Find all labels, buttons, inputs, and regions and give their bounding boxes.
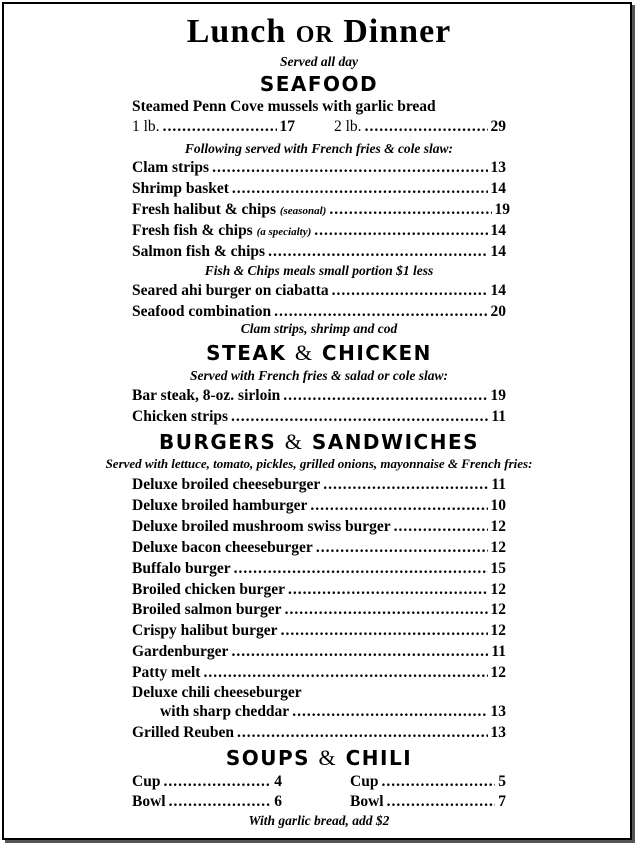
item-price: 14	[490, 282, 506, 299]
menu-item	[132, 158, 506, 178]
mussels-2lb-row	[334, 117, 506, 137]
heading-word: CHILI	[345, 746, 413, 770]
leader-dots	[329, 200, 491, 220]
menu-item	[132, 179, 506, 199]
heading-word: CHICKEN	[321, 341, 432, 365]
mussels-2lb-label: 2 lb.	[334, 118, 362, 135]
item-name: Clam strips	[132, 159, 210, 176]
combo-note: Clam strips, shrimp and cod	[240, 321, 398, 336]
heading-amp: &	[294, 340, 314, 365]
item-name: Salmon fish & chips	[132, 243, 266, 260]
mussels-1lb-row	[132, 117, 295, 137]
served-all-day: Served all day	[280, 54, 358, 69]
menu-item	[132, 517, 506, 537]
item-price: 12	[490, 518, 506, 535]
small-portion-note: Fish & Chips meals small portion $1 less	[204, 263, 434, 278]
chili-cup-label: Cup	[350, 773, 379, 790]
menu-item	[132, 642, 506, 662]
menu-item	[132, 302, 506, 322]
chili-cup-price: 5	[498, 773, 506, 790]
soup-cup-price: 4	[274, 773, 282, 790]
chili-bowl-price: 7	[498, 793, 506, 810]
burgers-note: Served with lettuce, tomato, pickles, grilled onions, mayonnaise & French fries:	[105, 456, 533, 471]
leader-dots	[292, 702, 487, 722]
leader-dots	[237, 723, 487, 743]
item-name: Fresh fish & chips	[132, 222, 253, 239]
item-price: 12	[490, 622, 506, 639]
menu-item	[132, 621, 506, 641]
heading-word: BURGERS	[158, 430, 277, 454]
leader-dots	[381, 772, 495, 792]
leader-dots	[163, 117, 277, 137]
heading-word: SANDWICHES	[311, 430, 480, 454]
leader-dots	[232, 179, 488, 199]
soup-bowl-label: Bowl	[132, 793, 166, 810]
leader-dots	[274, 302, 487, 322]
leader-dots	[169, 792, 272, 812]
section-heading-burgers-sandwiches	[0, 430, 638, 454]
item-price: 13	[490, 703, 506, 720]
item-name: Deluxe broiled cheeseburger	[132, 476, 321, 493]
item-name: Broiled chicken burger	[132, 581, 285, 598]
item-name: Gardenburger	[132, 643, 229, 660]
seafood-fries-note: Following served with French fries & cole slaw:	[184, 141, 454, 156]
menu-item	[132, 242, 506, 262]
item-price: 14	[490, 180, 506, 197]
soup-cup-label: Cup	[132, 773, 161, 790]
item-name: Buffalo burger	[132, 560, 231, 577]
chili-bowl-label: Bowl	[350, 793, 384, 810]
item-price: 12	[490, 601, 506, 618]
item-price: 20	[490, 303, 506, 320]
item-name: Crispy halibut burger	[132, 622, 278, 639]
leader-dots	[231, 642, 488, 662]
item-name: Chicken strips	[132, 408, 229, 425]
leader-dots	[212, 158, 487, 178]
item-price: 13	[490, 159, 506, 176]
soup-bowl-row	[132, 792, 282, 812]
menu-item	[132, 496, 506, 516]
title-word-or: OR	[295, 22, 334, 48]
chili-bowl-row	[350, 792, 506, 812]
item-price: 10	[490, 497, 506, 514]
item-name: Fresh halibut & chips	[132, 201, 276, 218]
heading-word: SOUPS	[225, 746, 311, 770]
section-heading-steak-chicken	[0, 341, 638, 365]
item-name: Deluxe broiled hamburger	[132, 497, 308, 514]
heading-amp: &	[284, 429, 304, 454]
menu-item	[132, 407, 506, 427]
item-price: 14	[490, 222, 506, 239]
leader-dots	[316, 538, 488, 558]
menu-item	[132, 723, 506, 743]
item-name: Deluxe broiled mushroom swiss burger	[132, 518, 391, 535]
section-heading-soups-chili	[0, 746, 638, 770]
page-title	[0, 12, 638, 55]
item-name: Deluxe bacon cheeseburger	[132, 539, 313, 556]
item-note: (a specialty)	[256, 226, 312, 238]
menu-item	[160, 702, 506, 722]
leader-dots	[231, 407, 488, 427]
mussels-1lb-label: 1 lb.	[132, 118, 160, 135]
item-name: Seared ahi burger on ciabatta	[132, 282, 329, 299]
leader-dots	[365, 117, 488, 137]
heading-word: STEAK	[206, 341, 287, 365]
steak-note: Served with French fries & salad or cole slaw:	[189, 368, 448, 383]
menu-item	[132, 580, 506, 600]
leader-dots	[310, 496, 487, 516]
garlic-bread-note: With garlic bread, add $2	[248, 813, 390, 828]
section-heading-seafood: SEAFOOD	[259, 72, 379, 96]
leader-dots	[283, 386, 487, 406]
leader-dots	[281, 621, 488, 641]
leader-dots	[268, 242, 487, 262]
leader-dots	[234, 559, 488, 579]
item-price: 11	[491, 476, 506, 493]
item-price: 15	[490, 560, 506, 577]
heading-amp: &	[318, 745, 338, 770]
menu-item	[132, 600, 506, 620]
leader-dots	[288, 580, 488, 600]
menu-item	[132, 475, 506, 495]
leader-dots	[163, 772, 271, 792]
chili-cheeseburger-name: Deluxe chili cheeseburger	[132, 684, 302, 701]
item-note: (seasonal)	[279, 205, 327, 217]
menu-item	[132, 386, 506, 406]
item-name: Grilled Reuben	[132, 724, 235, 741]
menu-item	[132, 663, 506, 683]
mussels-2lb-price: 29	[490, 118, 506, 135]
item-name: Patty melt	[132, 664, 201, 681]
mussels-1lb-price: 17	[279, 118, 295, 135]
item-price: 19	[490, 387, 506, 404]
leader-dots	[387, 792, 496, 812]
item-name: Seafood combination	[132, 303, 272, 320]
item-price: 13	[490, 724, 506, 741]
leader-dots	[314, 221, 487, 241]
item-price: 12	[490, 539, 506, 556]
item-price: 12	[490, 664, 506, 681]
soup-cup-row	[132, 772, 282, 792]
menu-item	[132, 200, 510, 221]
chili-cup-row	[350, 772, 506, 792]
title-word-dinner: Dinner	[343, 13, 452, 50]
leader-dots	[203, 663, 487, 683]
item-name: with sharp cheddar	[160, 703, 290, 720]
item-name: Shrimp basket	[132, 180, 229, 197]
leader-dots	[394, 517, 488, 537]
menu-item	[132, 281, 506, 301]
title-word-lunch: Lunch	[186, 13, 287, 50]
item-price: 14	[490, 243, 506, 260]
leader-dots	[323, 475, 488, 495]
leader-dots	[332, 281, 488, 301]
item-price: 11	[491, 408, 506, 425]
mussels-name: Steamed Penn Cove mussels with garlic bread	[132, 98, 436, 115]
item-name: Bar steak, 8-oz. sirloin	[132, 387, 281, 404]
item-price: 19	[494, 201, 510, 218]
item-price: 11	[491, 643, 506, 660]
item-price: 12	[490, 581, 506, 598]
item-name: Broiled salmon burger	[132, 601, 282, 618]
menu-item	[132, 221, 506, 242]
soup-bowl-price: 6	[274, 793, 282, 810]
leader-dots	[285, 600, 488, 620]
menu-item	[132, 559, 506, 579]
menu-item	[132, 538, 506, 558]
